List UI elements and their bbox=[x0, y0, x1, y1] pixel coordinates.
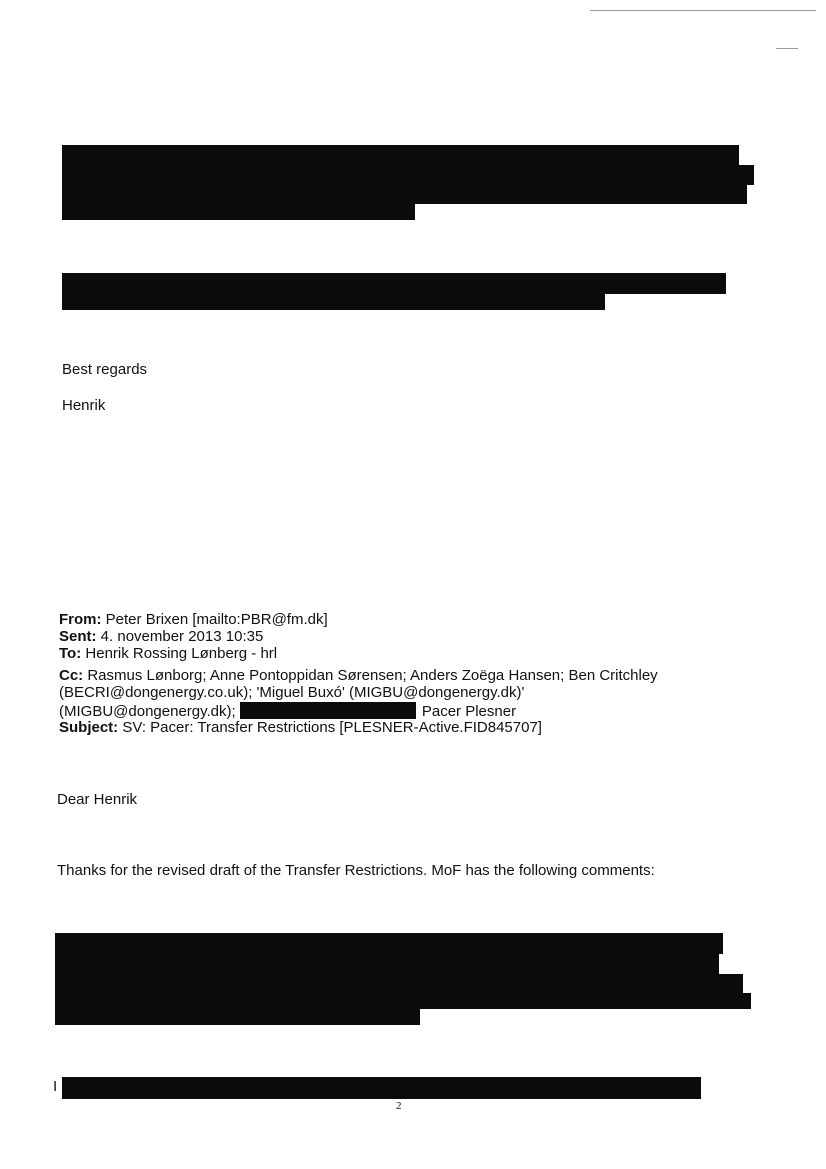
header-cc-line-3 bbox=[59, 702, 516, 720]
header-cc-line-2: (BECRI@dongenergy.co.uk); 'Miguel Buxó' (MIGBU@dongenergy.dk)' bbox=[59, 684, 525, 701]
header-to bbox=[59, 645, 277, 662]
page-number: 2 bbox=[396, 1100, 402, 1112]
scan-artifact-line bbox=[776, 48, 798, 49]
inline-redaction bbox=[240, 702, 416, 719]
stray-character: I bbox=[53, 1078, 58, 1095]
sent-value: 4. november 2013 10:35 bbox=[100, 628, 264, 645]
cc-line-1: Rasmus Lønborg; Anne Pontoppidan Sørensen; Anders Zoëga Hansen; Ben Critchley bbox=[87, 667, 658, 684]
cc-label: Cc: bbox=[59, 667, 84, 684]
redaction-block-bottom bbox=[62, 1077, 701, 1099]
subject-label: Subject: bbox=[59, 719, 119, 736]
to-value: Henrik Rossing Lønberg - hrl bbox=[85, 645, 278, 662]
header-from bbox=[59, 611, 328, 628]
cc-line-3-end: Pacer Plesner bbox=[421, 703, 517, 720]
from-value: Peter Brixen [mailto:PBR@fm.dk] bbox=[105, 611, 328, 628]
greeting: Dear Henrik bbox=[57, 791, 138, 808]
header-subject bbox=[59, 719, 542, 736]
to-label: To: bbox=[59, 645, 82, 662]
header-sent bbox=[59, 628, 263, 645]
header-cc bbox=[59, 667, 658, 684]
intro-paragraph: Thanks for the revised draft of the Transfer Restrictions. MoF has the following comments: bbox=[57, 862, 655, 879]
closing-signature: Henrik bbox=[62, 397, 106, 414]
subject-value: SV: Pacer: Transfer Restrictions [PLESNER-Active.FID845707] bbox=[122, 719, 542, 736]
closing-regards: Best regards bbox=[62, 361, 148, 378]
sent-label: Sent: bbox=[59, 628, 97, 645]
scan-artifact-line bbox=[590, 10, 816, 11]
from-label: From: bbox=[59, 611, 102, 628]
cc-line-3-start: (MIGBU@dongenergy.dk); bbox=[59, 703, 236, 720]
